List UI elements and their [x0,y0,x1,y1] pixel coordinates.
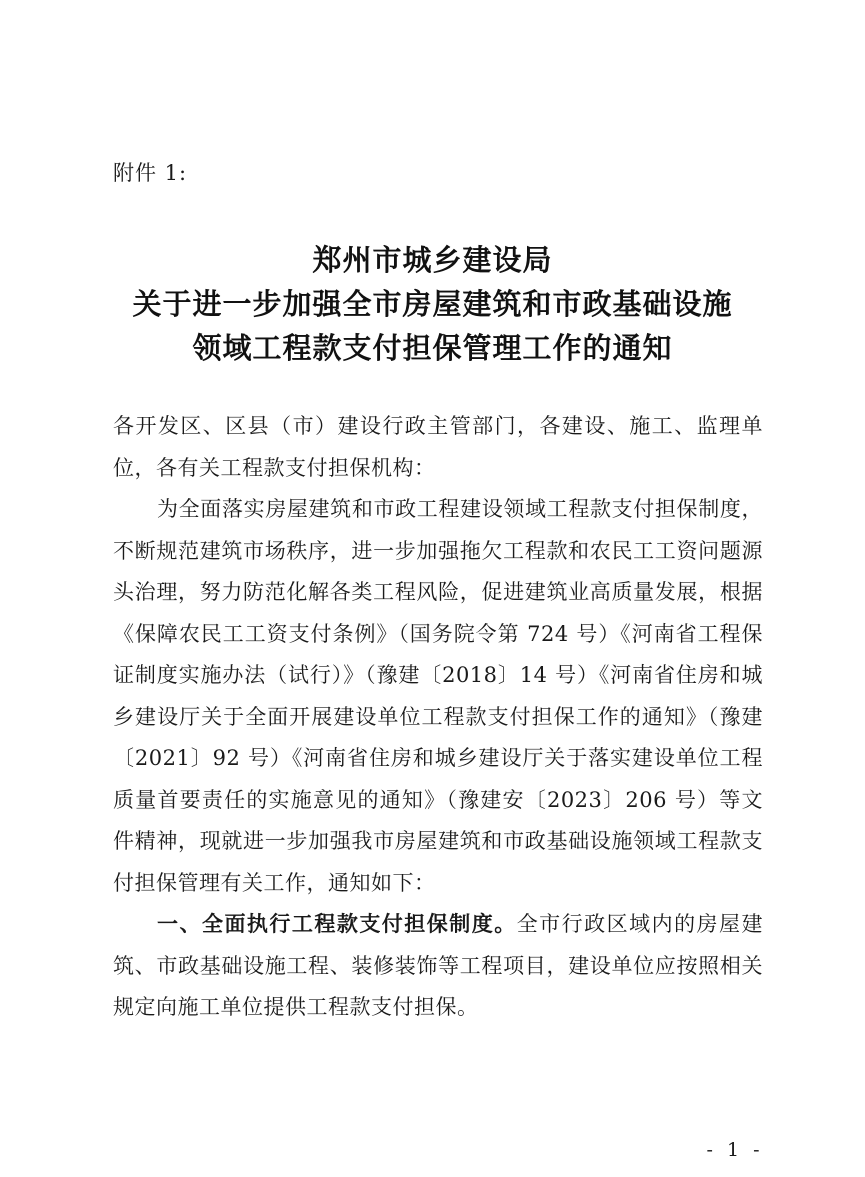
section-1-paragraph [113,904,763,1029]
title-line-3: 领域工程款支付担保管理工作的通知 [192,331,673,365]
section-1-text: 全市行政区域内的房屋建筑、市政基础设施工程、装修装饰等工程项目，建设单位应按照相关规定向施工单位提供工程款支付担保。 [113,912,764,1019]
document-title [100,238,765,370]
title-line-2: 关于进一步加强全市房屋建筑和市政基础设施 [132,287,733,321]
document-body [113,406,763,1029]
section-1-heading: 一、全面执行工程款支付担保制度。 [157,912,517,936]
addressee-paragraph: 各开发区、区县（市）建设行政主管部门，各建设、施工、监理单位，各有关工程款支付担保机构： [113,414,763,480]
page-number: - 1 - [706,1139,764,1161]
title-line-1: 郑州市城乡建设局 [312,243,553,277]
intro-paragraph: 为全面落实房屋建筑和市政工程建设领域工程款支付担保制度，不断规范建筑市场秩序，进一步加强拖欠工程款和农民工工资问题源头治理，努力防范化解各类工程风险，促进建筑业高质量发展，根据《保障农民工工资支付条例》（国务院令第 724 号）《河南省工程保证制度实施办法（试行）》（豫建〔2018〕14 号）《河南省住房和城乡建设厅关于全面开展建设单位工程款支付担保工作的通知》（豫建〔2021〕92 号）《河南省住房和城乡建设厅关于落实建设单位工程质量首要责任的实施意见的通知》（豫建安〔2023〕206 号）等文件精神，现就进一步加强我市房屋建筑和市政基础设施领域工程款支付担保管理有关工作，通知如下： [113,497,763,895]
attachment-label: 附件 1: [113,161,188,185]
